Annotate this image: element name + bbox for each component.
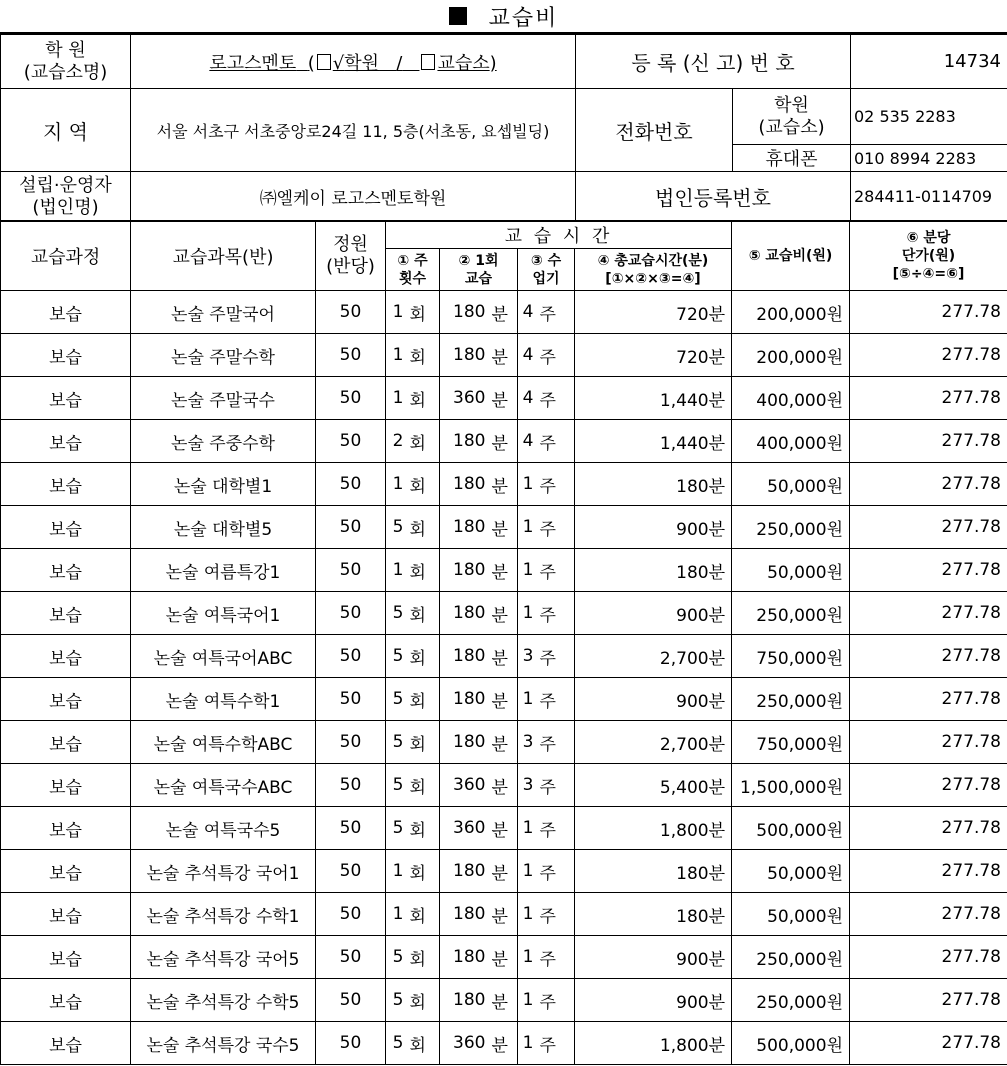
per-session-cell: 360	[440, 807, 490, 850]
academy-label: 학 원 (교습소명)	[1, 35, 131, 89]
total-time-cell: 180분	[575, 893, 732, 936]
times-unit-cell: 회	[408, 592, 440, 635]
unit-price-cell: 277.78	[850, 506, 1007, 549]
weekly-count-cell: 1	[386, 549, 408, 592]
table-row	[1, 635, 1007, 678]
fee-rows	[1, 291, 1007, 1065]
per-session-cell: 180	[440, 635, 490, 678]
per-session-cell: 360	[440, 764, 490, 807]
times-unit-cell: 회	[408, 549, 440, 592]
subject-cell: 논술 주말국어	[131, 291, 316, 334]
weekly-count-cell: 5	[386, 979, 408, 1022]
weekly-count-cell: 1	[386, 334, 408, 377]
unit-price-cell: 277.78	[850, 291, 1007, 334]
header-time-group: 교 습 시 간	[386, 221, 732, 249]
weekly-count-cell: 5	[386, 1022, 408, 1065]
subject-cell: 논술 여름특강1	[131, 549, 316, 592]
table-row	[1, 463, 1007, 506]
per-session-cell: 180	[440, 936, 490, 979]
fee-cell: 500,000원	[732, 807, 850, 850]
per-session-cell: 180	[440, 850, 490, 893]
academy-name-cell	[131, 35, 576, 89]
weeks-unit-cell: 주	[538, 979, 575, 1022]
fee-cell: 750,000원	[732, 721, 850, 764]
weeks-cell: 1	[518, 463, 538, 506]
weeks-cell: 4	[518, 377, 538, 420]
unit-price-cell: 277.78	[850, 678, 1007, 721]
fee-cell: 200,000원	[732, 291, 850, 334]
unit-price-cell: 277.78	[850, 463, 1007, 506]
header-fee: ⑤ 교습비(원)	[732, 221, 850, 291]
fee-table	[0, 220, 1007, 1065]
unit-price-cell: 277.78	[850, 1022, 1007, 1065]
course-cell: 보습	[1, 377, 131, 420]
academy-checkbox	[317, 54, 331, 70]
minutes-unit-cell: 분	[490, 463, 518, 506]
weekly-count-cell: 1	[386, 463, 408, 506]
total-time-cell: 180분	[575, 850, 732, 893]
total-time-cell: 900분	[575, 979, 732, 1022]
header-per-session: ② 1회 교습	[440, 249, 518, 291]
phone-academy-label: 학원 (교습소)	[733, 89, 851, 145]
weeks-unit-cell: 주	[538, 807, 575, 850]
per-session-cell: 180	[440, 979, 490, 1022]
weekly-count-cell: 1	[386, 377, 408, 420]
weekly-count-cell: 2	[386, 420, 408, 463]
course-cell: 보습	[1, 549, 131, 592]
weeks-unit-cell: 주	[538, 549, 575, 592]
table-row	[1, 506, 1007, 549]
unit-price-cell: 277.78	[850, 377, 1007, 420]
weeks-cell: 1	[518, 850, 538, 893]
weeks-unit-cell: 주	[538, 936, 575, 979]
table-row	[1, 1022, 1007, 1065]
times-unit-cell: 회	[408, 850, 440, 893]
capacity-cell: 50	[316, 850, 386, 893]
total-time-cell: 720분	[575, 291, 732, 334]
weekly-count-cell: 1	[386, 850, 408, 893]
mobile-label: 휴대폰	[733, 145, 851, 172]
course-cell: 보습	[1, 979, 131, 1022]
weekly-count-cell: 5	[386, 807, 408, 850]
header-subject: 교습과목(반)	[131, 221, 316, 291]
weeks-cell: 4	[518, 420, 538, 463]
times-unit-cell: 회	[408, 1022, 440, 1065]
capacity-cell: 50	[316, 506, 386, 549]
fee-cell: 250,000원	[732, 506, 850, 549]
minutes-unit-cell: 분	[490, 850, 518, 893]
course-cell: 보습	[1, 291, 131, 334]
weeks-cell: 1	[518, 549, 538, 592]
capacity-cell: 50	[316, 549, 386, 592]
operator-label: 설립·운영자 (법인명)	[1, 172, 131, 222]
course-cell: 보습	[1, 893, 131, 936]
per-session-cell: 180	[440, 420, 490, 463]
course-cell: 보습	[1, 807, 131, 850]
minutes-unit-cell: 분	[490, 549, 518, 592]
table-row	[1, 807, 1007, 850]
minutes-unit-cell: 분	[490, 764, 518, 807]
minutes-unit-cell: 분	[490, 635, 518, 678]
weeks-unit-cell: 주	[538, 721, 575, 764]
total-time-cell: 180분	[575, 549, 732, 592]
times-unit-cell: 회	[408, 979, 440, 1022]
capacity-cell: 50	[316, 592, 386, 635]
unit-price-cell: 277.78	[850, 979, 1007, 1022]
fee-cell: 1,500,000원	[732, 764, 850, 807]
weekly-count-cell: 5	[386, 721, 408, 764]
total-time-cell: 1,440분	[575, 377, 732, 420]
per-session-cell: 180	[440, 721, 490, 764]
weeks-unit-cell: 주	[538, 334, 575, 377]
operator: ㈜엘케이 로고스멘토학원	[131, 172, 576, 222]
weeks-cell: 1	[518, 678, 538, 721]
weeks-cell: 1	[518, 893, 538, 936]
minutes-unit-cell: 분	[490, 936, 518, 979]
academy-name: 로고스멘토	[209, 52, 297, 74]
total-time-cell: 1,440분	[575, 420, 732, 463]
reg-number: 14734	[851, 35, 1007, 89]
subject-cell: 논술 추석특강 수학1	[131, 893, 316, 936]
weekly-count-cell: 1	[386, 893, 408, 936]
capacity-cell: 50	[316, 463, 386, 506]
course-cell: 보습	[1, 936, 131, 979]
capacity-cell: 50	[316, 377, 386, 420]
capacity-cell: 50	[316, 635, 386, 678]
unit-price-cell: 277.78	[850, 420, 1007, 463]
fee-cell: 50,000원	[732, 549, 850, 592]
academy-check-mark: √	[332, 52, 345, 74]
fee-cell: 400,000원	[732, 377, 850, 420]
total-time-cell: 900분	[575, 506, 732, 549]
corp-label: 법인등록번호	[576, 172, 851, 222]
times-unit-cell: 회	[408, 334, 440, 377]
unit-price-cell: 277.78	[850, 764, 1007, 807]
table-row	[1, 721, 1007, 764]
unit-price-cell: 277.78	[850, 334, 1007, 377]
academy-name-line: 로고스멘토 ( √학원 / 교습소)	[209, 52, 497, 74]
weekly-count-cell: 5	[386, 678, 408, 721]
minutes-unit-cell: 분	[490, 377, 518, 420]
subject-cell: 논술 주말국수	[131, 377, 316, 420]
per-session-cell: 180	[440, 893, 490, 936]
unit-price-cell: 277.78	[850, 635, 1007, 678]
weekly-count-cell: 5	[386, 635, 408, 678]
per-session-cell: 180	[440, 463, 490, 506]
per-session-cell: 180	[440, 592, 490, 635]
fee-cell: 200,000원	[732, 334, 850, 377]
minutes-unit-cell: 분	[490, 506, 518, 549]
header-unit-price: ⑥ 분당 단가(원) [⑤÷④=⑥]	[850, 221, 1007, 291]
header-weekly: ① 주 횟수	[386, 249, 440, 291]
total-time-cell: 900분	[575, 678, 732, 721]
table-row	[1, 850, 1007, 893]
weeks-unit-cell: 주	[538, 1022, 575, 1065]
fee-cell: 250,000원	[732, 592, 850, 635]
times-unit-cell: 회	[408, 377, 440, 420]
minutes-unit-cell: 분	[490, 721, 518, 764]
weeks-unit-cell: 주	[538, 678, 575, 721]
weeks-cell: 1	[518, 807, 538, 850]
total-time-cell: 1,800분	[575, 807, 732, 850]
course-cell: 보습	[1, 721, 131, 764]
total-time-cell: 2,700분	[575, 721, 732, 764]
weeks-cell: 1	[518, 506, 538, 549]
phone-academy: 02 535 2283	[851, 89, 1007, 145]
weeks-unit-cell: 주	[538, 635, 575, 678]
course-cell: 보습	[1, 463, 131, 506]
sheet-title	[0, 0, 1007, 34]
course-cell: 보습	[1, 506, 131, 549]
subject-cell: 논술 여특국어1	[131, 592, 316, 635]
capacity-cell: 50	[316, 721, 386, 764]
table-row	[1, 764, 1007, 807]
weekly-count-cell: 5	[386, 506, 408, 549]
per-session-cell: 180	[440, 506, 490, 549]
region-label: 지 역	[1, 89, 131, 172]
unit-price-cell: 277.78	[850, 850, 1007, 893]
times-unit-cell: 회	[408, 807, 440, 850]
reg-label: 등 록 (신 고) 번 호	[576, 35, 851, 89]
total-time-cell: 900분	[575, 936, 732, 979]
times-unit-cell: 회	[408, 764, 440, 807]
per-session-cell: 360	[440, 377, 490, 420]
total-time-cell: 5,400분	[575, 764, 732, 807]
unit-price-cell: 277.78	[850, 807, 1007, 850]
course-cell: 보습	[1, 1022, 131, 1065]
weeks-unit-cell: 주	[538, 764, 575, 807]
weeks-cell: 4	[518, 334, 538, 377]
course-cell: 보습	[1, 592, 131, 635]
capacity-cell: 50	[316, 334, 386, 377]
weeks-unit-cell: 주	[538, 463, 575, 506]
lesson-room-checkbox	[421, 54, 435, 70]
subject-cell: 논술 추석특강 국어5	[131, 936, 316, 979]
times-unit-cell: 회	[408, 721, 440, 764]
capacity-cell: 50	[316, 979, 386, 1022]
table-row	[1, 549, 1007, 592]
fee-cell: 750,000원	[732, 635, 850, 678]
unit-price-cell: 277.78	[850, 893, 1007, 936]
minutes-unit-cell: 분	[490, 807, 518, 850]
capacity-cell: 50	[316, 678, 386, 721]
info-table	[0, 34, 1007, 222]
weeks-cell: 3	[518, 764, 538, 807]
times-unit-cell: 회	[408, 506, 440, 549]
subject-cell: 논술 여특수학ABC	[131, 721, 316, 764]
course-cell: 보습	[1, 678, 131, 721]
table-row	[1, 936, 1007, 979]
fee-cell: 50,000원	[732, 893, 850, 936]
subject-cell: 논술 여특수학1	[131, 678, 316, 721]
times-unit-cell: 회	[408, 291, 440, 334]
weeks-unit-cell: 주	[538, 420, 575, 463]
subject-cell: 논술 주말수학	[131, 334, 316, 377]
total-time-cell: 2,700분	[575, 635, 732, 678]
fee-cell: 50,000원	[732, 850, 850, 893]
table-row	[1, 678, 1007, 721]
weekly-count-cell: 5	[386, 764, 408, 807]
per-session-cell: 180	[440, 291, 490, 334]
fee-cell: 250,000원	[732, 936, 850, 979]
subject-cell: 논술 추석특강 국어1	[131, 850, 316, 893]
subject-cell: 논술 추석특강 국수5	[131, 1022, 316, 1065]
header-course: 교습과정	[1, 221, 131, 291]
subject-cell: 논술 여특국수5	[131, 807, 316, 850]
capacity-cell: 50	[316, 420, 386, 463]
subject-cell: 논술 주중수학	[131, 420, 316, 463]
per-session-cell: 360	[440, 1022, 490, 1065]
weekly-count-cell: 1	[386, 291, 408, 334]
per-session-cell: 180	[440, 334, 490, 377]
table-row	[1, 377, 1007, 420]
minutes-unit-cell: 분	[490, 420, 518, 463]
times-unit-cell: 회	[408, 420, 440, 463]
weeks-cell: 1	[518, 979, 538, 1022]
table-row	[1, 893, 1007, 936]
minutes-unit-cell: 분	[490, 1022, 518, 1065]
fee-cell: 400,000원	[732, 420, 850, 463]
unit-price-cell: 277.78	[850, 549, 1007, 592]
fee-cell: 250,000원	[732, 979, 850, 1022]
capacity-cell: 50	[316, 807, 386, 850]
times-unit-cell: 회	[408, 635, 440, 678]
subject-cell: 논술 대학별5	[131, 506, 316, 549]
fee-cell: 500,000원	[732, 1022, 850, 1065]
subject-cell: 논술 추석특강 수학5	[131, 979, 316, 1022]
total-time-cell: 900분	[575, 592, 732, 635]
capacity-cell: 50	[316, 1022, 386, 1065]
weeks-cell: 1	[518, 592, 538, 635]
black-square-icon	[449, 7, 467, 25]
weeks-unit-cell: 주	[538, 377, 575, 420]
address: 서울 서초구 서초중앙로24길 11, 5층(서초동, 요셉빌딩)	[131, 89, 576, 172]
table-row	[1, 291, 1007, 334]
unit-price-cell: 277.78	[850, 936, 1007, 979]
table-row	[1, 979, 1007, 1022]
weeks-unit-cell: 주	[538, 850, 575, 893]
unit-price-cell: 277.78	[850, 721, 1007, 764]
minutes-unit-cell: 분	[490, 893, 518, 936]
subject-cell: 논술 대학별1	[131, 463, 316, 506]
total-time-cell: 720분	[575, 334, 732, 377]
times-unit-cell: 회	[408, 936, 440, 979]
weeks-cell: 3	[518, 721, 538, 764]
weeks-unit-cell: 주	[538, 506, 575, 549]
course-cell: 보습	[1, 850, 131, 893]
total-time-cell: 180분	[575, 463, 732, 506]
weekly-count-cell: 5	[386, 592, 408, 635]
capacity-cell: 50	[316, 764, 386, 807]
times-unit-cell: 회	[408, 678, 440, 721]
weeks-cell: 3	[518, 635, 538, 678]
times-unit-cell: 회	[408, 893, 440, 936]
course-cell: 보습	[1, 635, 131, 678]
capacity-cell: 50	[316, 893, 386, 936]
table-row	[1, 334, 1007, 377]
corp-number: 284411-0114709	[851, 172, 1007, 222]
subject-cell: 논술 여특국수ABC	[131, 764, 316, 807]
table-row	[1, 592, 1007, 635]
header-capacity: 정원 (반당)	[316, 221, 386, 291]
mobile: 010 8994 2283	[851, 145, 1007, 172]
table-row	[1, 420, 1007, 463]
weeks-unit-cell: 주	[538, 893, 575, 936]
header-total-time: ④ 총교습시간(분) [①×②×③=④]	[575, 249, 732, 291]
course-cell: 보습	[1, 764, 131, 807]
capacity-cell: 50	[316, 291, 386, 334]
weekly-count-cell: 5	[386, 936, 408, 979]
times-unit-cell: 회	[408, 463, 440, 506]
minutes-unit-cell: 분	[490, 592, 518, 635]
weeks-cell: 4	[518, 291, 538, 334]
phone-label: 전화번호	[576, 89, 733, 172]
title-text: 교습비	[488, 5, 559, 31]
minutes-unit-cell: 분	[490, 678, 518, 721]
minutes-unit-cell: 분	[490, 979, 518, 1022]
weeks-cell: 1	[518, 1022, 538, 1065]
course-cell: 보습	[1, 334, 131, 377]
minutes-unit-cell: 분	[490, 334, 518, 377]
weeks-unit-cell: 주	[538, 291, 575, 334]
per-session-cell: 180	[440, 678, 490, 721]
per-session-cell: 180	[440, 549, 490, 592]
header-weeks: ③ 수 업기	[518, 249, 575, 291]
course-cell: 보습	[1, 420, 131, 463]
unit-price-cell: 277.78	[850, 592, 1007, 635]
total-time-cell: 1,800분	[575, 1022, 732, 1065]
subject-cell: 논술 여특국어ABC	[131, 635, 316, 678]
fee-cell: 250,000원	[732, 678, 850, 721]
capacity-cell: 50	[316, 936, 386, 979]
weeks-cell: 1	[518, 936, 538, 979]
weeks-unit-cell: 주	[538, 592, 575, 635]
minutes-unit-cell: 분	[490, 291, 518, 334]
fee-cell: 50,000원	[732, 463, 850, 506]
